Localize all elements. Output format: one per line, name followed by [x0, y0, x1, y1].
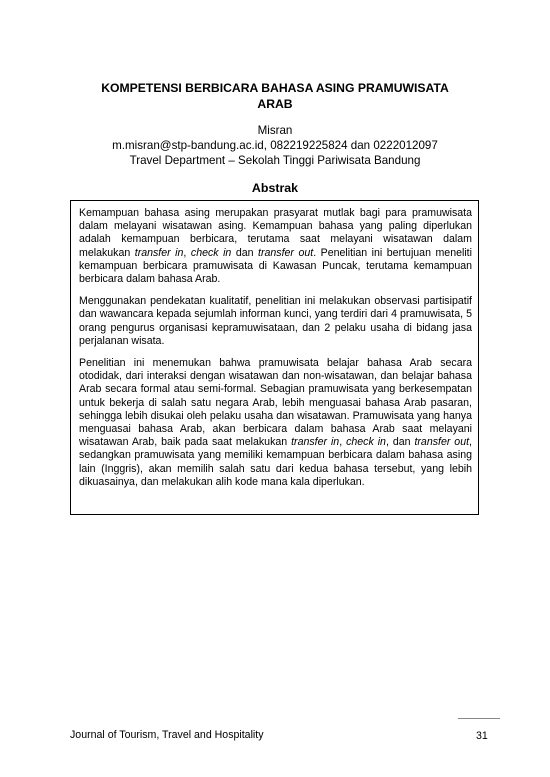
text-run: Menggunakan pendekatan kualitatif, penelitian ini melakukan observasi partisipatif dan wawancara kepada sejumlah informan kunci, yang terdiri dari 4 pramuwisata, 5 orang pengurus organisasi kepramuwisataan, dan 2 pelaku usaha di bidang jasa perjalanan wisata. [79, 295, 475, 347]
author-name: Misran [257, 124, 293, 137]
text-run: dan [231, 246, 259, 259]
page-number: 31 [476, 730, 488, 742]
italic-term: check in [346, 436, 386, 449]
italic-term: transfer out [258, 246, 314, 259]
abstract-heading: Abstrak [251, 181, 299, 195]
text-run: Kemampuan bahasa asing merupakan prasyarat mutlak bagi para pramuwisata dalam melayani wisatawan asing. Kemampuan bahasa yang paling diperlukan adalah kemampuan berbicara, terutama saat melayani wisatawan dalam melakukan [79, 207, 475, 259]
author-contact: m.misran@stp-bandung.ac.id, 082219225824 dan 0222012097 [112, 139, 438, 152]
abstract-paragraph-3 [79, 357, 475, 489]
italic-term: check in [190, 246, 232, 259]
abstract-box [70, 200, 479, 515]
footer-journal-name: Journal of Tourism, Travel and Hospitality [70, 729, 264, 741]
text-run: , [183, 246, 191, 259]
abstract-paragraph-1 [79, 207, 475, 286]
italic-term: transfer out [414, 436, 470, 449]
text-run: , sedangkan pramuwisata yang memiliki kemampuan berbicara dalam bahasa asing lain (Inggris), akan memilih salah satu dari kedua bahasa tersebut, yang lebih dikuasainya, dan melakukan alih kode mana kala diperlukan. [79, 436, 475, 488]
author-affiliation: Travel Department – Sekolah Tinggi Pariwisata Bandung [129, 154, 421, 167]
italic-term: transfer in [134, 246, 184, 259]
abstract-paragraph-2 [79, 295, 475, 348]
footer-divider [458, 718, 500, 719]
text-run: Penelitian ini menemukan bahwa pramuwisata belajar bahasa Arab secara otodidak, dari interaksi dengan wisatawan dan non-wisatawan, dan belajar bahasa Arab secara formal atau semi-formal. Sebagian pramuwisata yang berkesempatan untuk bekerja di salah satu negara Arab, lebih menguasai bahasa Arab pasaran, sehingga lebih disukai oleh pelaku usaha dan wisatawan. Pramuwisata yang hanya menguasai bahasa Arab, akan berbicara dalam bahasa Arab saat melayani wisatawan Arab, baik pada saat melakukan [79, 357, 475, 449]
title-line-2: ARAB [257, 97, 293, 111]
text-run: , dan [385, 436, 415, 449]
title-line-1: KOMPETENSI BERBICARA BAHASA ASING PRAMUWISATA [101, 81, 449, 95]
italic-term: transfer in [291, 436, 340, 449]
text-run: , [339, 436, 347, 449]
paper-title [80, 80, 470, 112]
text-run: . Penelitian ini bertujuan meneliti kemampuan berbicara pramuwisata di Kawasan Puncak, terutama kemampuan berbicara dalam bahasa Arab. [79, 246, 475, 286]
